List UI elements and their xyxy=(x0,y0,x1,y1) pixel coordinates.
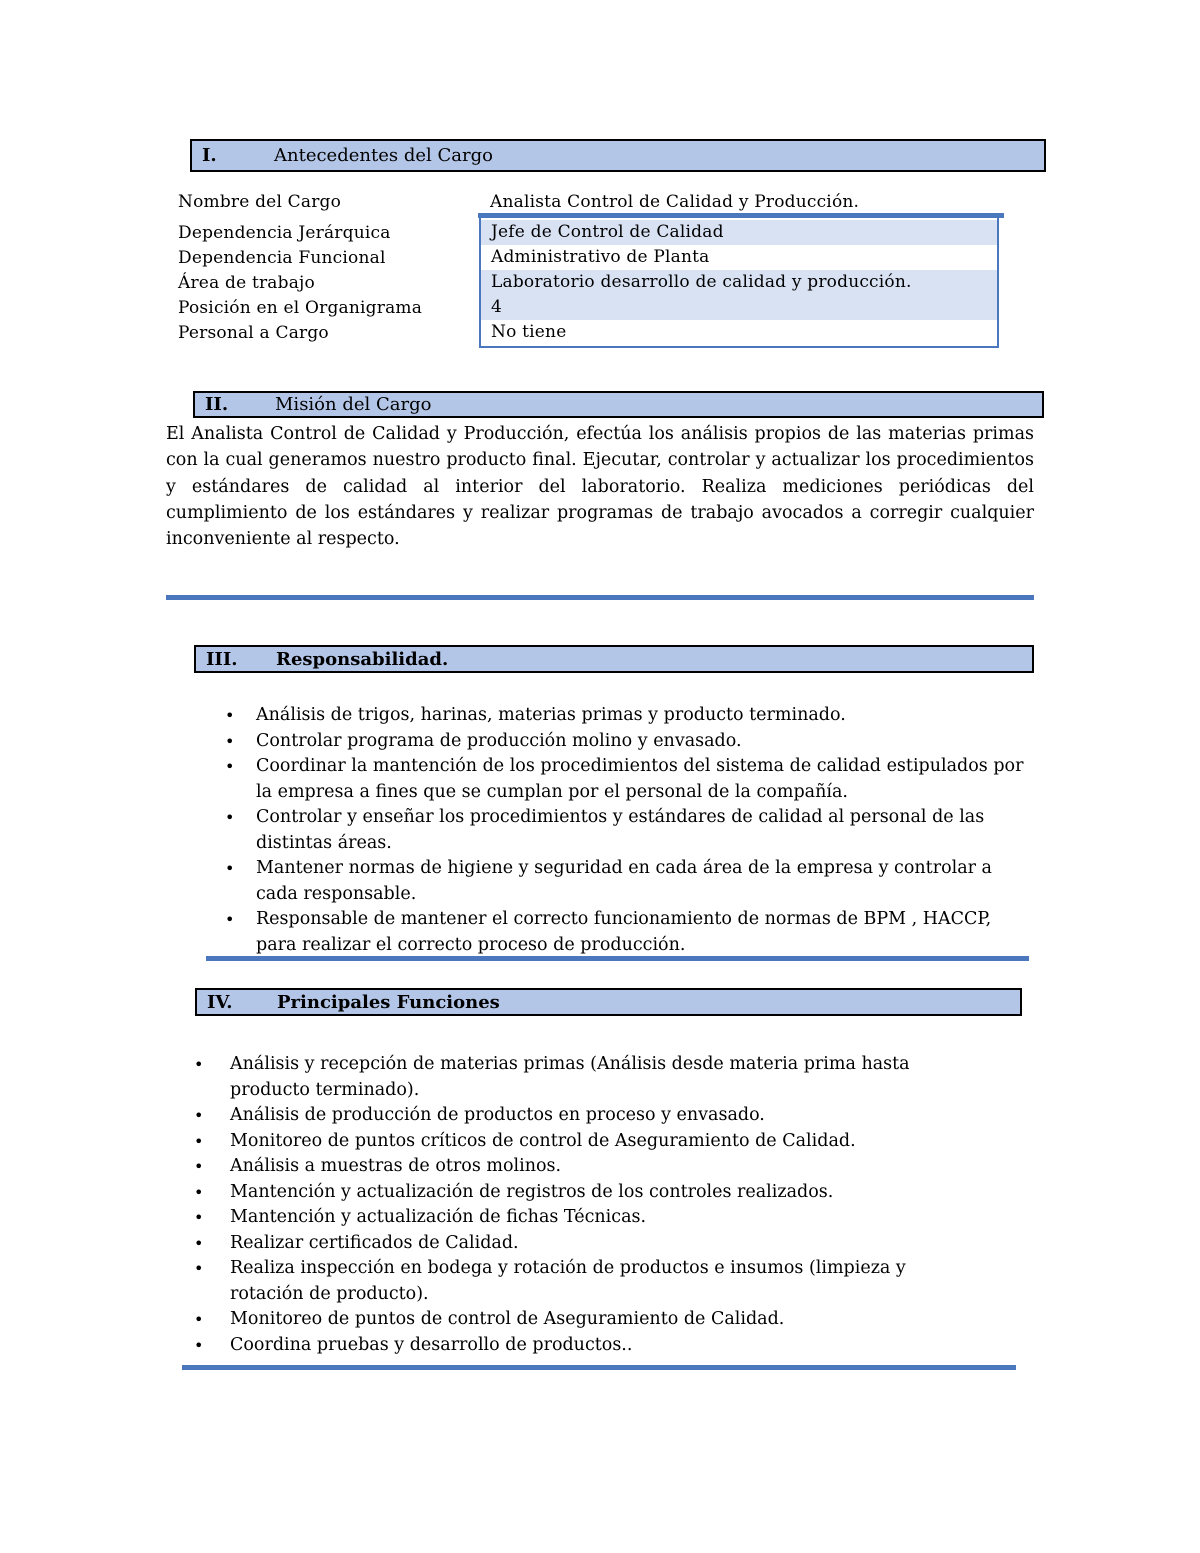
list-item-text: Coordinar la mantención de los procedimientos del sistema de calidad estipulados por la empresa a fines que se cumplan por el personal de la compañía. xyxy=(256,756,1024,802)
list-item xyxy=(225,729,1036,755)
section-divider xyxy=(166,595,1034,600)
list-item xyxy=(194,1154,970,1180)
list-item-text: Mantener normas de higiene y seguridad en cada área de la empresa y controlar a cada responsable. xyxy=(256,858,992,904)
section-2-number: II. xyxy=(205,394,229,415)
list-item-text: Realiza inspección en bodega y rotación de productos e insumos (limpieza y rotación de producto). xyxy=(230,1258,906,1304)
list-item xyxy=(225,805,1036,856)
list-item xyxy=(194,1256,970,1307)
section-3-header xyxy=(194,645,1034,673)
list-item xyxy=(194,1052,970,1103)
bullet-icon: • xyxy=(225,731,235,751)
section-2-title: Misión del Cargo xyxy=(275,394,432,415)
list-item xyxy=(225,856,1036,907)
row-label: Posición en el Organigrama xyxy=(178,298,423,318)
section-4-header xyxy=(195,988,1022,1016)
section-3-title: Responsabilidad. xyxy=(276,648,449,670)
position-label: Nombre del Cargo xyxy=(178,192,342,212)
section-2-header xyxy=(193,391,1044,418)
row-value: No tiene xyxy=(491,322,567,342)
bullet-icon: • xyxy=(225,859,235,878)
section-4-number: IV. xyxy=(207,991,233,1013)
list-item-text: Mantención y actualización de fichas Técnicas. xyxy=(230,1207,647,1227)
row-label: Dependencia Jerárquica xyxy=(178,223,391,243)
row-label: Personal a Cargo xyxy=(178,323,329,343)
list-item-text: Realizar certificados de Calidad. xyxy=(230,1232,519,1253)
row-label: Dependencia Funcional xyxy=(178,248,386,268)
mission-text: El Analista Control de Calidad y Producción, efectúa los análisis propios de las materias primas con la cual generamos nuestro producto final. Ejecutar, controlar y actualizar los procedimientos y estándares de calidad al interior del laboratorio. Realiza mediciones periódicas del cumplimiento de los estándares y realizar programas de trabajo avocados a corregir cualquier inconveniente al respecto. xyxy=(166,424,1034,550)
list-item xyxy=(225,754,1036,805)
bullet-icon: • xyxy=(194,1335,204,1355)
row-value: 4 xyxy=(481,295,997,320)
position-value: Analista Control de Calidad y Producción. xyxy=(490,192,860,212)
bullet-icon: • xyxy=(225,706,235,725)
section-1-header xyxy=(190,139,1046,172)
list-item-text: Responsable de mantener el correcto funcionamiento de normas de BPM , HACCP, para realizar el correcto proceso de producción. xyxy=(256,909,992,955)
list-item xyxy=(194,1205,970,1231)
list-item-text: Análisis a muestras de otros molinos. xyxy=(230,1156,562,1176)
bullet-icon: • xyxy=(194,1259,204,1278)
position-details-table xyxy=(479,218,999,348)
list-item xyxy=(194,1129,970,1155)
bullet-icon: • xyxy=(225,910,235,929)
list-item xyxy=(194,1103,970,1129)
section-divider xyxy=(182,1365,1016,1370)
bullet-icon: • xyxy=(194,1106,204,1125)
list-item-text: Controlar programa de producción molino y envasado. xyxy=(256,730,742,751)
bullet-icon: • xyxy=(225,757,235,776)
bullet-icon: • xyxy=(194,1182,204,1202)
row-value: Jefe de Control de Calidad xyxy=(481,220,997,245)
list-item-text: Monitoreo de puntos críticos de control de Aseguramiento de Calidad. xyxy=(230,1130,856,1151)
responsibility-list xyxy=(225,703,1036,958)
list-item-text: Coordina pruebas y desarrollo de productos.. xyxy=(230,1334,633,1355)
bullet-icon: • xyxy=(194,1208,204,1227)
list-item-text: Análisis de trigos, harinas, materias primas y producto terminado. xyxy=(256,705,846,725)
list-item xyxy=(194,1231,970,1257)
bullet-icon: • xyxy=(225,808,235,827)
section-1-number: I. xyxy=(202,145,217,166)
list-item-text: Controlar y enseñar los procedimientos y estándares de calidad al personal de las distintas áreas. xyxy=(256,807,985,853)
list-item-text: Análisis de producción de productos en proceso y envasado. xyxy=(230,1105,765,1125)
list-item-text: Mantención y actualización de registros de los controles realizados. xyxy=(230,1181,834,1202)
section-3-number: III. xyxy=(206,648,238,670)
list-item xyxy=(194,1307,970,1333)
row-value: Administrativo de Planta xyxy=(491,247,710,267)
row-value: Laboratorio desarrollo de calidad y producción. xyxy=(481,270,997,295)
row-label: Área de trabajo xyxy=(178,273,315,293)
section-4-title: Principales Funciones xyxy=(277,991,500,1013)
bullet-icon: • xyxy=(194,1157,204,1176)
bullet-icon: • xyxy=(194,1233,204,1253)
bullet-icon: • xyxy=(194,1055,204,1074)
list-item xyxy=(194,1333,970,1359)
functions-list xyxy=(194,1052,970,1358)
bullet-icon: • xyxy=(194,1131,204,1151)
list-item xyxy=(225,703,1036,729)
list-item xyxy=(194,1180,970,1206)
section-divider xyxy=(206,956,1029,961)
section-1-title: Antecedentes del Cargo xyxy=(274,145,493,166)
list-item xyxy=(225,907,1036,958)
list-item-text: Análisis y recepción de materias primas (Análisis desde materia prima hasta producto terminado). xyxy=(230,1054,910,1100)
bullet-icon: • xyxy=(194,1310,204,1329)
list-item-text: Monitoreo de puntos de control de Aseguramiento de Calidad. xyxy=(230,1309,785,1329)
